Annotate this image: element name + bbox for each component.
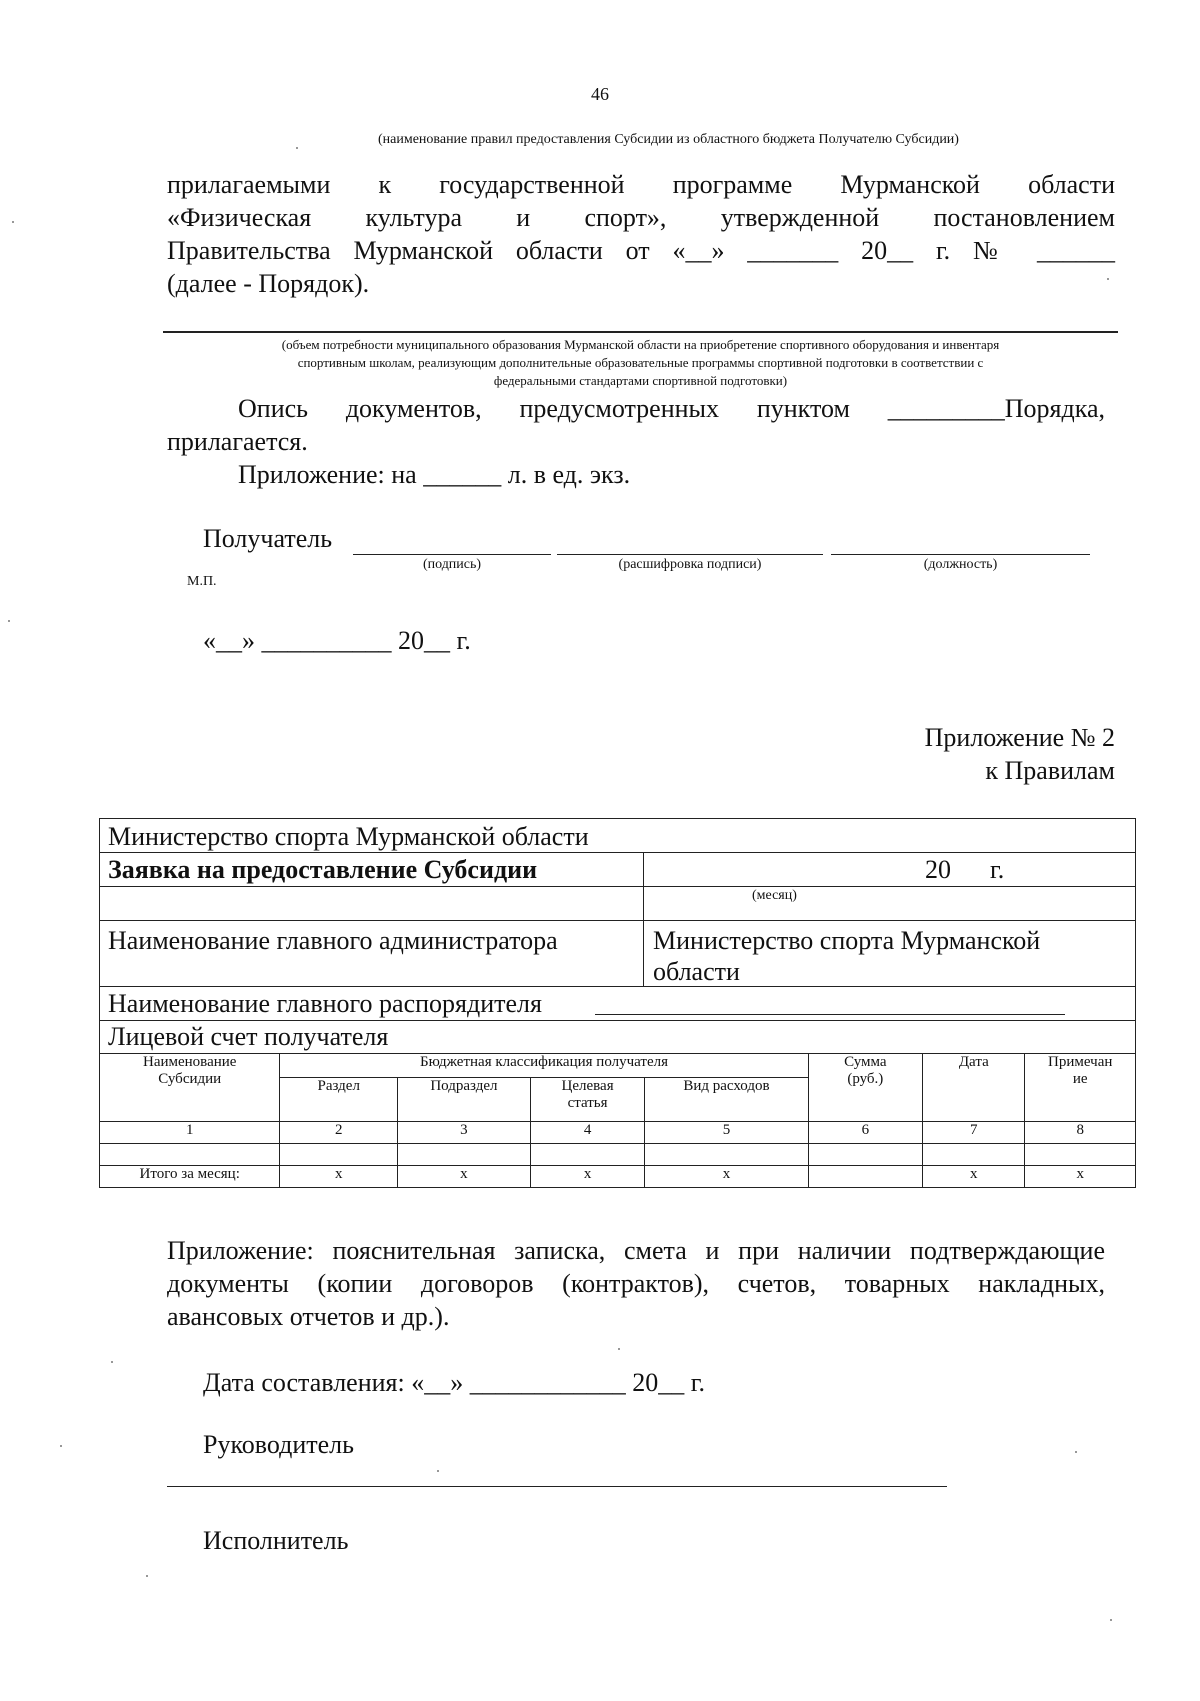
executor-label: Исполнитель — [203, 1526, 349, 1555]
head-label: Руководитель — [203, 1430, 354, 1459]
request-form — [99, 818, 1136, 1054]
total-cell: х — [398, 1166, 531, 1188]
inventory-line-1: Опись документов, предусмотренных пунктом _________Порядка, — [238, 394, 1105, 423]
volume-caption-line-2: спортивным школам, реализующим дополнительные образовательные программы спортивной подготовки в соответствии с — [297, 355, 984, 370]
signature-line — [353, 554, 551, 555]
total-cell: х — [923, 1166, 1025, 1188]
total-cell: х — [645, 1166, 808, 1188]
col-date-header: Дата — [923, 1054, 1025, 1122]
scan-speck — [12, 221, 14, 223]
empty-cell — [100, 1144, 280, 1166]
number-cell: 2 — [280, 1122, 398, 1144]
scan-speck — [8, 620, 10, 622]
distributor-label: Наименование главного распорядителя — [108, 989, 542, 1018]
total-row — [100, 1166, 1136, 1188]
request-year: 20 г. — [925, 855, 1005, 884]
scan-speck — [60, 1445, 62, 1447]
sub-section-header: Раздел — [280, 1078, 398, 1122]
empty-row — [100, 1144, 1136, 1166]
admin-row — [100, 921, 1135, 987]
caption-position: (должность) — [923, 557, 998, 572]
appendix-note-line-3: авансовых отчетов и др.). — [167, 1302, 450, 1331]
position-line — [831, 554, 1090, 555]
total-cell: х — [530, 1166, 645, 1188]
caption-decode: (расшифровка подписи) — [618, 557, 762, 572]
empty-cell — [808, 1144, 923, 1166]
decode-line — [557, 554, 823, 555]
caption-sign: (подпись) — [422, 557, 482, 572]
empty-cell — [1025, 1144, 1136, 1166]
total-cell: х — [1025, 1166, 1136, 1188]
number-cell: 3 — [398, 1122, 531, 1144]
col-sum-line-1: Сумма — [844, 1054, 887, 1070]
col-name-line-1: Наименование — [142, 1054, 237, 1070]
inventory-line-2: прилагается. — [167, 427, 308, 456]
ministry-name: Министерство спорта Мурманской области — [108, 822, 589, 851]
col-sum-line-2: (руб.) — [847, 1071, 884, 1087]
intro-line-4: (далее - Порядок). — [167, 269, 370, 298]
number-cell: 8 — [1025, 1122, 1136, 1144]
ministry-row — [100, 819, 1135, 853]
page-number: 46 — [591, 84, 609, 104]
col-name-header — [100, 1054, 280, 1122]
number-cell: 5 — [645, 1122, 808, 1144]
month-caption: (месяц) — [752, 888, 797, 903]
scan-speck — [1110, 1619, 1112, 1621]
scan-speck — [1075, 1451, 1077, 1453]
budget-header: Бюджетная классификация получателя — [280, 1054, 808, 1078]
appendix-line-2: к Правилам — [985, 756, 1115, 785]
admin-value-line-2: области — [653, 957, 740, 986]
scan-speck — [146, 1575, 148, 1577]
sub-article-line-2: статья — [567, 1095, 608, 1111]
month-row — [100, 887, 1135, 921]
number-cell: 6 — [808, 1122, 923, 1144]
scan-speck — [111, 1361, 113, 1363]
empty-cell — [645, 1144, 808, 1166]
numbers-row — [100, 1122, 1136, 1144]
recipient-label: Получатель — [203, 524, 333, 553]
head-signature-line — [167, 1486, 947, 1487]
empty-cell — [530, 1144, 645, 1166]
date-line: «__» __________ 20__ г. — [203, 626, 471, 655]
distributor-underline — [595, 1014, 1065, 1015]
scan-speck — [296, 147, 298, 149]
empty-cell — [398, 1144, 531, 1166]
intro-line-1: прилагаемыми к государственной программе Мурманской области — [167, 170, 1115, 199]
intro-line-3: Правительства Мурманской области от «__» _______ 20__ г. № ______ — [167, 236, 1115, 265]
request-row — [100, 853, 1135, 887]
admin-label: Наименование главного администратора — [108, 926, 558, 955]
empty-cell — [923, 1144, 1025, 1166]
total-cell: х — [280, 1166, 398, 1188]
appendix-note-line-2: документы (копии договоров (контрактов), счетов, товарных накладных, — [167, 1269, 1105, 1298]
account-row — [100, 1021, 1135, 1054]
attachment-line: Приложение: на ______ л. в ед. экз. — [238, 460, 631, 489]
compile-date: Дата составления: «__» ____________ 20__ г. — [203, 1368, 705, 1397]
number-cell: 4 — [530, 1122, 645, 1144]
volume-caption — [163, 336, 1118, 390]
scan-speck — [1107, 278, 1109, 280]
col-name-line-2: Субсидии — [158, 1071, 222, 1087]
sub-subsection-header: Подраздел — [398, 1078, 531, 1122]
total-cell: Итого за месяц: — [100, 1166, 280, 1188]
scan-speck — [618, 1348, 620, 1350]
appendix-note-line-1: Приложение: пояснительная записка, смета и при наличии подтверждающие — [167, 1236, 1105, 1265]
budget-table — [99, 1053, 1136, 1188]
request-title: Заявка на предоставление Субсидии — [108, 855, 538, 884]
scan-speck — [437, 1470, 439, 1472]
volume-caption-line-1: (объем потребности муниципального образования Мурманской области на приобретение спортивного оборудования и инвентаря — [281, 337, 1000, 352]
admin-value-line-1: Министерство спорта Мурманской — [653, 926, 1041, 955]
number-cell: 7 — [923, 1122, 1025, 1144]
total-cell — [808, 1166, 923, 1188]
number-cell: 1 — [100, 1122, 280, 1144]
sub-expense-header: Вид расходов — [645, 1078, 808, 1122]
account-label: Лицевой счет получателя — [108, 1022, 389, 1051]
col-note-line-2: ие — [1072, 1071, 1088, 1087]
col-sum-header — [808, 1054, 923, 1122]
distributor-row — [100, 987, 1135, 1021]
sub-article-line-1: Целевая — [561, 1078, 614, 1094]
sub-article-header — [530, 1078, 645, 1122]
mp-label: М.П. — [187, 574, 217, 589]
intro-line-2: «Физическая культура и спорт», утвержденной постановлением — [167, 203, 1115, 232]
appendix-line-1: Приложение № 2 — [924, 723, 1115, 752]
volume-line — [163, 331, 1118, 333]
empty-cell — [280, 1144, 398, 1166]
col-note-header — [1025, 1054, 1136, 1122]
volume-caption-line-3: федеральными стандартами спортивной подготовки) — [493, 373, 788, 388]
col-note-line-1: Примечан — [1048, 1054, 1113, 1070]
header-caption: (наименование правил предоставления Субсидии из областного бюджета Получателю Субсидии) — [378, 132, 959, 147]
